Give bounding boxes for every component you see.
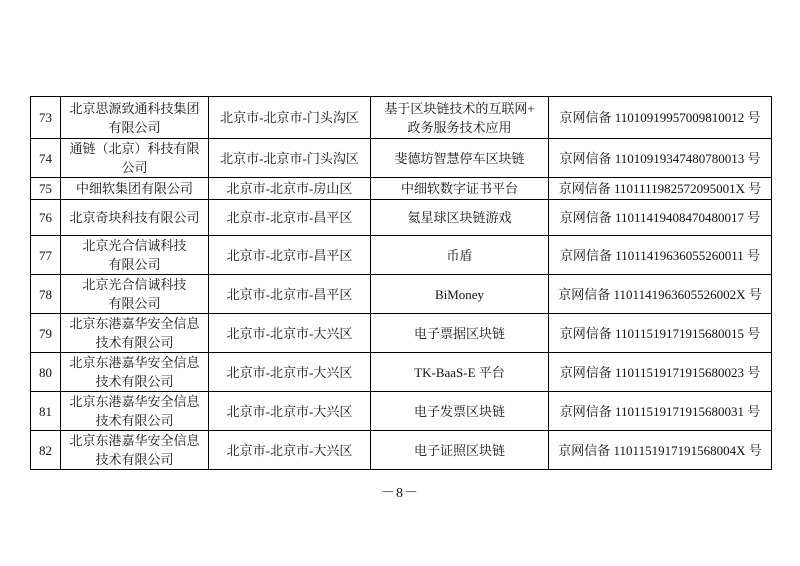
table-row [31,139,772,178]
registry-table [30,96,772,470]
service-line: 电子票据区块链 [413,325,505,341]
service-line: 基于区块链技术的互联网+ [384,100,535,116]
service-line: 电子证照区块链 [413,442,505,458]
cell-number: 74 [31,139,61,178]
cell-service [371,392,549,431]
service-line: 中细软数字证书平台 [400,181,518,196]
company-line: 北京东港嘉华安全信息 [69,316,200,331]
company-line: 北京东港嘉华安全信息 [69,355,200,370]
cell-company [61,392,209,431]
service-line: 斐德坊智慧停车区块链 [394,150,525,166]
service-line: 氦星球区块链游戏 [407,210,512,225]
company-line: 有限公司 [108,296,161,311]
cell-company [61,139,209,178]
cell-company [61,431,209,470]
table-row [31,236,772,275]
cell-filing: 京网信备 1101141963605526002X 号 [549,275,772,314]
company-line: 有限公司 [108,257,161,272]
company-line: 中细软集团有限公司 [75,181,193,196]
company-line: 公司 [121,160,148,175]
cell-service [371,178,549,200]
cell-service [371,139,549,178]
cell-location: 北京市-北京市-昌平区 [209,200,371,236]
company-line: 通链（北京）科技有限 [69,141,200,156]
cell-company [61,275,209,314]
cell-location: 北京市-北京市-昌平区 [209,236,371,275]
company-line: 技术有限公司 [95,374,174,389]
cell-service [371,236,549,275]
company-line: 北京光合信诚科技 [82,238,187,253]
cell-filing: 京网信备 11011419408470480017 号 [549,200,772,236]
table-row [31,275,772,314]
cell-filing: 京网信备 11011519171915680031 号 [549,392,772,431]
cell-filing: 京网信备 11011519171915680015 号 [549,314,772,353]
cell-company [61,97,209,139]
service-line: 电子发票区块链 [413,403,505,419]
cell-location: 北京市-北京市-大兴区 [209,431,371,470]
cell-service [371,275,549,314]
company-line: 有限公司 [108,119,161,135]
cell-number: 76 [31,200,61,236]
cell-location: 北京市-北京市-门头沟区 [209,139,371,178]
cell-company [61,353,209,392]
company-line: 技术有限公司 [95,413,174,428]
cell-service [371,200,549,236]
cell-filing: 京网信备 11011419636055260011 号 [549,236,772,275]
cell-service [371,314,549,353]
company-line: 技术有限公司 [95,335,174,350]
service-line: BiMoney [434,286,485,302]
cell-filing: 京网信备 11010919347480780013 号 [549,139,772,178]
table-row [31,97,772,139]
cell-filing: 京网信备 1101111982572095001X 号 [549,178,772,200]
cell-number: 82 [31,431,61,470]
cell-filing: 京网信备 1101151917191568004X 号 [549,431,772,470]
cell-location: 北京市-北京市-大兴区 [209,392,371,431]
cell-service [371,431,549,470]
cell-number: 81 [31,392,61,431]
cell-company [61,200,209,236]
cell-filing: 京网信备 11010919957009810012 号 [549,97,772,139]
company-line: 北京东港嘉华安全信息 [69,394,200,409]
cell-number: 79 [31,314,61,353]
service-line: TK-BaaS-E 平台 [414,364,505,380]
cell-number: 78 [31,275,61,314]
cell-service [371,353,549,392]
page-number: －8－ [381,486,419,501]
cell-location: 北京市-北京市-昌平区 [209,275,371,314]
cell-number: 73 [31,97,61,139]
company-line: 技术有限公司 [95,452,174,467]
table-row [31,178,772,200]
cell-filing: 京网信备 11011519171915680023 号 [549,353,772,392]
service-line: 政务服务技术应用 [407,119,512,135]
company-line: 北京思源致通科技集团 [69,100,200,116]
cell-number: 75 [31,178,61,200]
table-row [31,353,772,392]
company-line: 北京奇块科技有限公司 [69,210,200,225]
table-row [31,392,772,431]
cell-company [61,236,209,275]
cell-company [61,178,209,200]
table-row [31,431,772,470]
cell-service [371,97,549,139]
cell-company [61,314,209,353]
document-sheet [30,96,771,470]
table-row [31,314,772,353]
cell-location: 北京市-北京市-门头沟区 [209,97,371,139]
company-line: 北京光合信诚科技 [82,277,187,292]
cell-location: 北京市-北京市-大兴区 [209,353,371,392]
cell-number: 80 [31,353,61,392]
table-row [31,200,772,236]
service-line: 币盾 [446,247,473,263]
cell-location: 北京市-北京市-房山区 [209,178,371,200]
cell-location: 北京市-北京市-大兴区 [209,314,371,353]
company-line: 北京东港嘉华安全信息 [69,433,200,448]
cell-number: 77 [31,236,61,275]
